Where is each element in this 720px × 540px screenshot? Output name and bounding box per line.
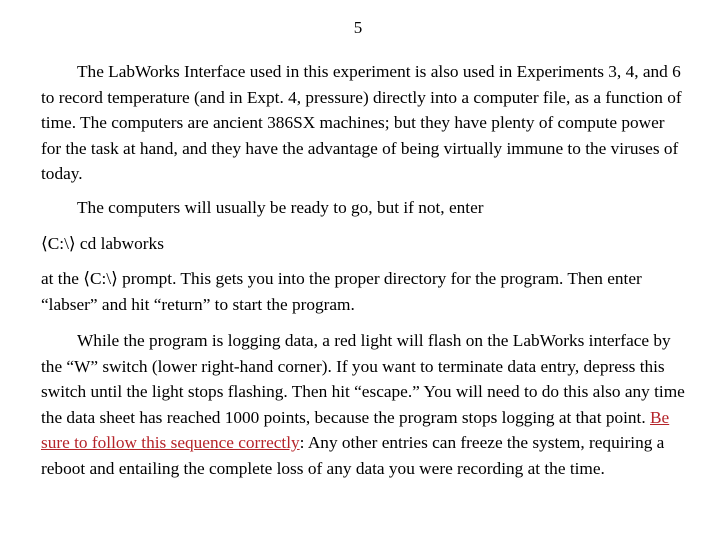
paragraph-prompt-instructions: at the ⟨C:\⟩ prompt. This gets you into the proper directory for the program. Then enter “labser” and hit “return” to start the program. — [41, 269, 642, 314]
page-number: 5 — [353, 18, 363, 37]
logging-text-before: While the program is logging data, a red light will flash on the LabWorks interface by the “W” switch (lower right-hand corner). If you want to terminate data entry, depress this switch until the light stops flashing. Then hit “escape.” You will need to do this also any time the data sheet has reached 1000 points, because the program stops logging at that point. — [41, 331, 685, 427]
paragraph-logging-data — [41, 328, 686, 481]
paragraph-computers-ready: The computers will usually be ready to go, but if not, enter — [77, 198, 484, 217]
logging-text-after: : Any other entries can freeze the system, requiring a reboot and entailing the complete loss of any data you were recording at the time. — [41, 433, 665, 478]
warning-underlined-text: Be sure to follow this sequence correctly — [41, 407, 670, 452]
paragraph-labworks-interface: The LabWorks Interface used in this experiment is also used in Experiments 3, 4, and 6 to record temperature (and in Expt. 4, pressure) directly into a computer file, as a function of time. The computers are ancient 386SX machines; but they have plenty of compute power for the task at hand, and they have the advantage of being virtually immune to the viruses of today. — [41, 62, 682, 183]
command-line: ⟨C:\⟩ cd labworks — [41, 234, 164, 253]
